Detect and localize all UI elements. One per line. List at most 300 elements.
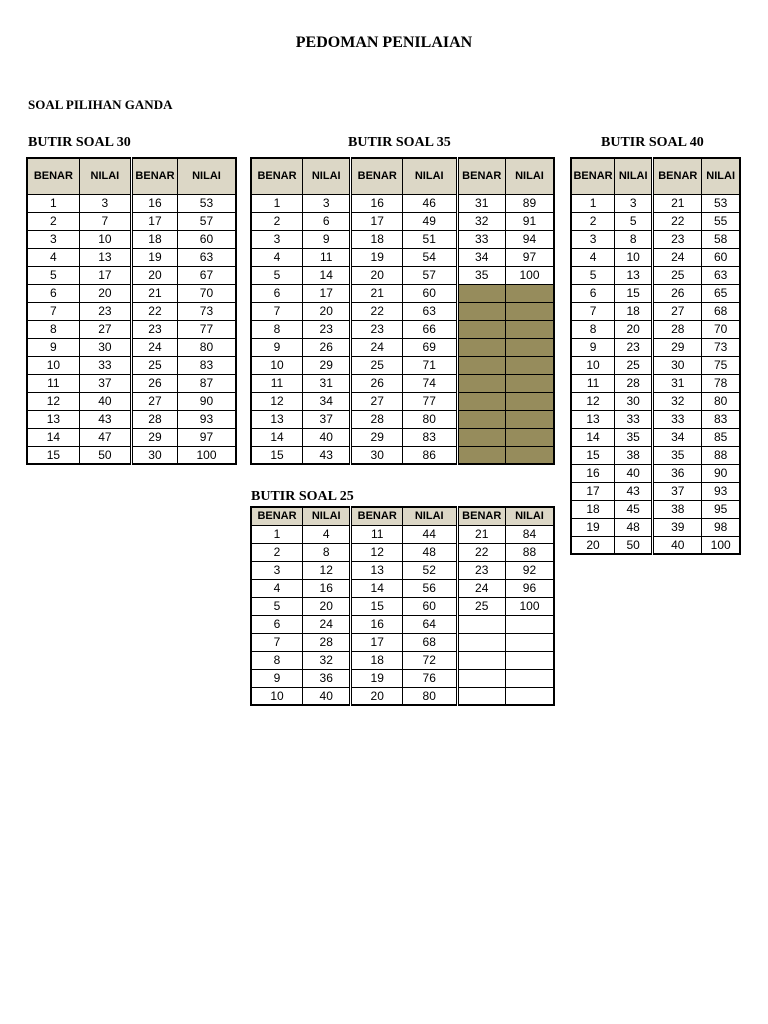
table-row <box>571 248 740 266</box>
table-cell: 34 <box>457 248 505 266</box>
column-header: NILAI <box>615 158 653 194</box>
table-cell: 38 <box>615 446 653 464</box>
table-cell: 13 <box>571 410 615 428</box>
table-cell: 100 <box>177 446 236 464</box>
table-cell <box>505 651 554 669</box>
table-cell <box>457 615 505 633</box>
table-cell: 29 <box>303 356 351 374</box>
table-cell <box>457 374 505 392</box>
table-cell: 32 <box>457 212 505 230</box>
table-cell: 85 <box>702 428 740 446</box>
caption-butir-soal-35: BUTIR SOAL 35 <box>348 135 451 150</box>
column-header: BENAR <box>457 158 505 194</box>
table-cell: 3 <box>303 194 351 212</box>
table-cell: 51 <box>402 230 457 248</box>
table-cell: 20 <box>303 302 351 320</box>
table-cell: 20 <box>303 597 351 615</box>
table-cell: 15 <box>615 284 653 302</box>
table-cell: 1 <box>251 194 303 212</box>
table-row <box>27 302 236 320</box>
table-cell: 7 <box>251 302 303 320</box>
table-cell: 3 <box>615 194 653 212</box>
table-cell: 93 <box>702 482 740 500</box>
table-cell: 37 <box>79 374 131 392</box>
table-cell: 56 <box>402 579 457 597</box>
table-cell: 70 <box>702 320 740 338</box>
table-cell: 16 <box>132 194 178 212</box>
table-cell: 12 <box>571 392 615 410</box>
table-row <box>571 230 740 248</box>
table-cell: 36 <box>303 669 351 687</box>
table-row <box>571 194 740 212</box>
score-table-30 <box>26 157 237 465</box>
table-cell: 31 <box>457 194 505 212</box>
table-cell: 65 <box>702 284 740 302</box>
table-cell: 20 <box>351 687 403 705</box>
table-cell: 16 <box>351 615 403 633</box>
table-cell: 8 <box>303 543 351 561</box>
table-row <box>251 194 554 212</box>
table-cell <box>457 687 505 705</box>
table-cell: 8 <box>27 320 79 338</box>
column-header: BENAR <box>351 158 403 194</box>
table-row <box>571 410 740 428</box>
table-cell: 84 <box>505 525 554 543</box>
table-cell: 24 <box>132 338 178 356</box>
table-cell: 40 <box>653 536 702 554</box>
table-cell: 89 <box>505 194 554 212</box>
table-cell: 43 <box>615 482 653 500</box>
table-row <box>27 266 236 284</box>
table-cell: 37 <box>653 482 702 500</box>
table-row <box>27 392 236 410</box>
table-cell: 29 <box>132 428 178 446</box>
section-heading: SOAL PILIHAN GANDA <box>28 97 173 112</box>
table-cell: 9 <box>251 338 303 356</box>
table-cell <box>505 320 554 338</box>
column-header: NILAI <box>177 158 236 194</box>
table-cell <box>505 392 554 410</box>
column-header: BENAR <box>457 507 505 525</box>
table-cell: 22 <box>653 212 702 230</box>
table-cell: 33 <box>457 230 505 248</box>
table-cell <box>505 302 554 320</box>
table-cell: 31 <box>303 374 351 392</box>
table-row <box>251 669 554 687</box>
table-cell: 88 <box>505 543 554 561</box>
table-cell: 28 <box>615 374 653 392</box>
table-cell: 53 <box>702 194 740 212</box>
table-row <box>251 374 554 392</box>
table-row <box>571 320 740 338</box>
table-cell <box>505 615 554 633</box>
header-row <box>571 158 740 194</box>
table-row <box>251 284 554 302</box>
table-cell: 28 <box>132 410 178 428</box>
table-cell: 6 <box>251 615 303 633</box>
table-cell: 48 <box>615 518 653 536</box>
table-cell: 76 <box>402 669 457 687</box>
table-row <box>571 500 740 518</box>
table-row <box>251 446 554 464</box>
table-cell: 13 <box>351 561 403 579</box>
table-cell: 35 <box>457 266 505 284</box>
table-cell <box>505 633 554 651</box>
table-cell: 1 <box>251 525 303 543</box>
table-cell: 45 <box>615 500 653 518</box>
table-cell <box>505 356 554 374</box>
caption-butir-soal-25: BUTIR SOAL 25 <box>251 489 354 504</box>
table-cell: 12 <box>251 392 303 410</box>
column-header: NILAI <box>702 158 740 194</box>
table-cell: 18 <box>351 651 403 669</box>
table-cell: 66 <box>402 320 457 338</box>
column-header: NILAI <box>79 158 131 194</box>
table-row <box>251 248 554 266</box>
table-cell: 9 <box>303 230 351 248</box>
column-header: BENAR <box>351 507 403 525</box>
table-cell: 34 <box>653 428 702 446</box>
table-cell: 24 <box>303 615 351 633</box>
table-row <box>251 525 554 543</box>
table-cell: 83 <box>402 428 457 446</box>
table-cell: 60 <box>177 230 236 248</box>
table-cell: 31 <box>653 374 702 392</box>
table-cell: 5 <box>571 266 615 284</box>
table-cell: 43 <box>303 446 351 464</box>
table-cell: 1 <box>27 194 79 212</box>
table-cell: 5 <box>251 597 303 615</box>
score-table-35 <box>250 157 555 465</box>
table-cell: 60 <box>702 248 740 266</box>
table-cell: 100 <box>505 597 554 615</box>
table-cell: 26 <box>653 284 702 302</box>
table-cell <box>457 633 505 651</box>
table-cell: 21 <box>457 525 505 543</box>
table-cell: 44 <box>402 525 457 543</box>
table-cell: 73 <box>702 338 740 356</box>
table-cell: 80 <box>702 392 740 410</box>
table-cell: 30 <box>653 356 702 374</box>
table-row <box>571 266 740 284</box>
table-cell: 20 <box>615 320 653 338</box>
table-row <box>27 230 236 248</box>
table-row <box>571 284 740 302</box>
table-cell <box>457 356 505 374</box>
table-cell: 8 <box>571 320 615 338</box>
table-cell: 27 <box>132 392 178 410</box>
table-cell <box>457 651 505 669</box>
table-cell: 67 <box>177 266 236 284</box>
table-row <box>27 194 236 212</box>
table-cell: 27 <box>653 302 702 320</box>
column-header: BENAR <box>251 507 303 525</box>
table-cell: 47 <box>79 428 131 446</box>
table-cell: 9 <box>251 669 303 687</box>
table-cell <box>457 392 505 410</box>
table-row <box>27 284 236 302</box>
table-cell: 19 <box>351 248 403 266</box>
table-cell: 77 <box>402 392 457 410</box>
table-cell: 32 <box>303 651 351 669</box>
table-cell: 53 <box>177 194 236 212</box>
table-row <box>571 356 740 374</box>
table-cell: 60 <box>402 284 457 302</box>
table-cell: 26 <box>351 374 403 392</box>
table-row <box>251 633 554 651</box>
table-cell: 100 <box>702 536 740 554</box>
column-header: NILAI <box>303 507 351 525</box>
table-row <box>571 518 740 536</box>
table-cell: 83 <box>702 410 740 428</box>
table-cell: 21 <box>351 284 403 302</box>
table-cell: 25 <box>653 266 702 284</box>
table-cell: 3 <box>27 230 79 248</box>
table-cell <box>505 446 554 464</box>
table-cell: 60 <box>402 597 457 615</box>
table-cell: 98 <box>702 518 740 536</box>
table-cell: 7 <box>571 302 615 320</box>
table-cell: 80 <box>177 338 236 356</box>
table-cell: 19 <box>351 669 403 687</box>
table-cell: 46 <box>402 194 457 212</box>
column-header: BENAR <box>132 158 178 194</box>
table-cell: 4 <box>251 579 303 597</box>
table-cell: 9 <box>27 338 79 356</box>
table-cell: 57 <box>177 212 236 230</box>
table-cell: 10 <box>27 356 79 374</box>
table-cell: 17 <box>351 633 403 651</box>
column-header: NILAI <box>402 158 457 194</box>
table-cell: 22 <box>457 543 505 561</box>
table-cell: 25 <box>132 356 178 374</box>
table-cell: 2 <box>571 212 615 230</box>
table-cell: 49 <box>402 212 457 230</box>
table-cell: 20 <box>79 284 131 302</box>
table-row <box>571 536 740 554</box>
column-header: NILAI <box>505 158 554 194</box>
table-cell: 50 <box>615 536 653 554</box>
table-cell: 22 <box>351 302 403 320</box>
table-cell: 68 <box>402 633 457 651</box>
table-cell: 8 <box>251 651 303 669</box>
table-cell: 28 <box>653 320 702 338</box>
table-cell: 58 <box>702 230 740 248</box>
table-cell <box>457 338 505 356</box>
table-cell: 25 <box>615 356 653 374</box>
table-cell: 6 <box>303 212 351 230</box>
table-cell: 14 <box>251 428 303 446</box>
table-cell: 63 <box>402 302 457 320</box>
column-header: BENAR <box>27 158 79 194</box>
table-row <box>251 392 554 410</box>
table-row <box>251 615 554 633</box>
table-cell: 57 <box>402 266 457 284</box>
table-cell: 23 <box>79 302 131 320</box>
table-cell: 90 <box>177 392 236 410</box>
table-cell: 20 <box>571 536 615 554</box>
table-row <box>27 320 236 338</box>
header-row <box>251 507 554 525</box>
table-cell: 64 <box>402 615 457 633</box>
table-row <box>251 266 554 284</box>
table-cell: 13 <box>251 410 303 428</box>
table-cell: 33 <box>79 356 131 374</box>
table-row <box>251 302 554 320</box>
table-cell: 24 <box>653 248 702 266</box>
table-row <box>571 338 740 356</box>
table-row <box>251 687 554 705</box>
table-row <box>27 212 236 230</box>
table-cell <box>505 410 554 428</box>
table-cell: 7 <box>79 212 131 230</box>
table-cell: 11 <box>27 374 79 392</box>
table-cell: 17 <box>303 284 351 302</box>
table-cell <box>505 338 554 356</box>
table-row <box>27 338 236 356</box>
column-header: NILAI <box>402 507 457 525</box>
table-cell <box>457 302 505 320</box>
column-header: NILAI <box>505 507 554 525</box>
table-cell <box>457 446 505 464</box>
table-cell: 75 <box>702 356 740 374</box>
table-cell <box>505 428 554 446</box>
table-cell <box>457 669 505 687</box>
table-cell: 23 <box>457 561 505 579</box>
table-cell: 15 <box>351 597 403 615</box>
table-cell: 90 <box>702 464 740 482</box>
table-cell: 93 <box>177 410 236 428</box>
table-cell: 4 <box>303 525 351 543</box>
table-row <box>251 579 554 597</box>
caption-butir-soal-40: BUTIR SOAL 40 <box>601 135 704 150</box>
table-cell: 17 <box>132 212 178 230</box>
table-cell <box>457 320 505 338</box>
table-cell: 3 <box>79 194 131 212</box>
table-cell: 27 <box>79 320 131 338</box>
table-cell: 12 <box>351 543 403 561</box>
table-cell: 29 <box>351 428 403 446</box>
table-row <box>571 428 740 446</box>
table-row <box>251 356 554 374</box>
table-cell: 27 <box>351 392 403 410</box>
table-cell: 18 <box>571 500 615 518</box>
score-table-25 <box>250 506 555 706</box>
table-cell: 14 <box>351 579 403 597</box>
page-title: PEDOMAN PENILAIAN <box>295 34 473 51</box>
table-cell: 72 <box>402 651 457 669</box>
table-row <box>27 374 236 392</box>
table-cell: 36 <box>653 464 702 482</box>
table-cell: 14 <box>571 428 615 446</box>
table-cell: 13 <box>79 248 131 266</box>
table-cell: 18 <box>132 230 178 248</box>
table-cell: 34 <box>303 392 351 410</box>
table-row <box>571 302 740 320</box>
table-cell: 17 <box>571 482 615 500</box>
table-row <box>251 230 554 248</box>
table-cell: 10 <box>571 356 615 374</box>
table-cell: 88 <box>702 446 740 464</box>
table-cell: 3 <box>251 561 303 579</box>
table-cell: 50 <box>79 446 131 464</box>
table-cell: 23 <box>351 320 403 338</box>
table-cell <box>457 410 505 428</box>
table-cell: 14 <box>303 266 351 284</box>
table-cell: 80 <box>402 410 457 428</box>
table-cell: 43 <box>79 410 131 428</box>
table-cell: 35 <box>615 428 653 446</box>
table-cell: 17 <box>79 266 131 284</box>
table-cell: 3 <box>571 230 615 248</box>
column-header: BENAR <box>571 158 615 194</box>
table-row <box>251 320 554 338</box>
table-cell: 28 <box>303 633 351 651</box>
table-cell: 2 <box>251 212 303 230</box>
table-cell: 2 <box>251 543 303 561</box>
table-row <box>251 561 554 579</box>
table-row <box>27 410 236 428</box>
table-cell: 38 <box>653 500 702 518</box>
table-cell: 11 <box>571 374 615 392</box>
table-cell: 4 <box>27 248 79 266</box>
table-cell: 5 <box>27 266 79 284</box>
table-cell: 7 <box>27 302 79 320</box>
table-cell: 30 <box>79 338 131 356</box>
table-cell: 16 <box>303 579 351 597</box>
table-cell: 6 <box>251 284 303 302</box>
table-cell: 40 <box>615 464 653 482</box>
table-cell: 24 <box>457 579 505 597</box>
table-row <box>251 428 554 446</box>
table-row <box>571 464 740 482</box>
table-row <box>27 356 236 374</box>
table-cell: 40 <box>79 392 131 410</box>
table-cell: 12 <box>27 392 79 410</box>
table-cell: 63 <box>702 266 740 284</box>
table-cell: 96 <box>505 579 554 597</box>
table-cell: 77 <box>177 320 236 338</box>
table-cell: 28 <box>351 410 403 428</box>
score-table-40 <box>570 157 741 555</box>
table-cell: 23 <box>303 320 351 338</box>
table-cell: 26 <box>132 374 178 392</box>
header-row <box>27 158 236 194</box>
table-cell: 3 <box>251 230 303 248</box>
table-cell: 16 <box>351 194 403 212</box>
table-cell: 78 <box>702 374 740 392</box>
table-cell: 8 <box>251 320 303 338</box>
table-cell: 25 <box>351 356 403 374</box>
table-cell <box>505 284 554 302</box>
table-cell: 23 <box>615 338 653 356</box>
table-row <box>251 543 554 561</box>
table-cell: 5 <box>251 266 303 284</box>
table-row <box>571 482 740 500</box>
table-cell: 1 <box>571 194 615 212</box>
table-cell: 13 <box>27 410 79 428</box>
table-row <box>251 410 554 428</box>
table-cell <box>457 284 505 302</box>
table-cell: 35 <box>653 446 702 464</box>
table-row <box>251 651 554 669</box>
table-row <box>251 597 554 615</box>
table-cell <box>457 428 505 446</box>
table-cell: 18 <box>351 230 403 248</box>
table-cell: 97 <box>177 428 236 446</box>
table-cell: 10 <box>615 248 653 266</box>
table-cell: 8 <box>615 230 653 248</box>
